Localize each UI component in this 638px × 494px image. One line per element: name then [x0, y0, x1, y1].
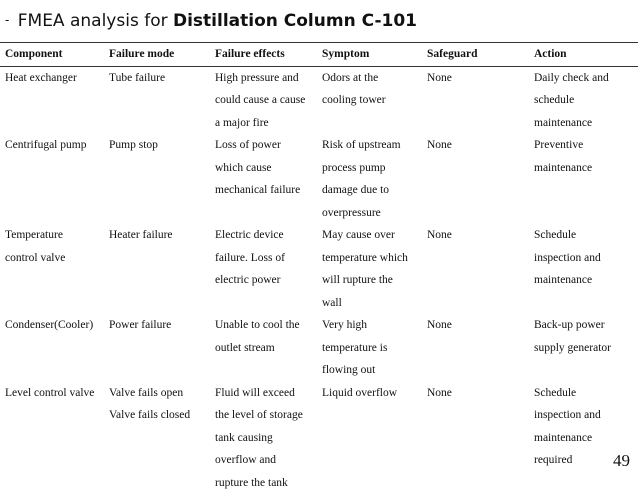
title-dash: - — [5, 13, 9, 27]
cell-failure-mode: Power failure — [104, 314, 210, 382]
cell-safeguard: None — [422, 224, 529, 314]
page-number: 49 — [611, 450, 632, 472]
cell-symptom: Very high temperature is flowing out — [317, 314, 422, 382]
table-row — [0, 134, 638, 224]
cell-failure-mode: Heater failure — [104, 224, 210, 314]
table-row — [0, 382, 638, 494]
cell-component: Condenser(Cooler) — [0, 314, 104, 382]
cell-failure-effects: Unable to cool the outlet stream — [210, 314, 317, 382]
cell-symptom: Liquid overflow — [317, 382, 422, 494]
fmea-table — [0, 42, 638, 494]
header-failure-effects: Failure effects — [210, 43, 317, 67]
cell-symptom: Odors at the cooling tower — [317, 66, 422, 134]
cell-failure-effects: High pressure and could cause a cause a major fire — [210, 66, 317, 134]
cell-action: Preventive maintenance — [529, 134, 638, 224]
cell-failure-effects: Fluid will exceed the level of storage tank causing overflow and rupture the tank — [210, 382, 317, 494]
header-symptom: Symptom — [317, 43, 422, 67]
cell-action: Daily check and schedule maintenance — [529, 66, 638, 134]
cell-component: Centrifugal pump — [0, 134, 104, 224]
cell-component: Level control valve — [0, 382, 104, 494]
header-safeguard: Safeguard — [422, 43, 529, 67]
cell-action: Schedule inspection and maintenance required — [529, 382, 638, 494]
cell-safeguard: None — [422, 314, 529, 382]
table-header-row — [0, 43, 638, 67]
cell-component: Heat exchanger — [0, 66, 104, 134]
slide-title — [5, 6, 417, 35]
cell-component: Temperature control valve — [0, 224, 104, 314]
cell-safeguard: None — [422, 66, 529, 134]
table-row — [0, 66, 638, 134]
cell-safeguard: None — [422, 134, 529, 224]
cell-failure-effects: Loss of power which cause mechanical failure — [210, 134, 317, 224]
table-row — [0, 314, 638, 382]
cell-action: Back-up power supply generator — [529, 314, 638, 382]
title-prefix: FMEA analysis for — [18, 11, 173, 31]
cell-failure-mode: Pump stop — [104, 134, 210, 224]
cell-failure-mode: Tube failure — [104, 66, 210, 134]
cell-failure-effects: Electric device failure. Loss of electric power — [210, 224, 317, 314]
cell-safeguard: None — [422, 382, 529, 494]
cell-action: Schedule inspection and maintenance — [529, 224, 638, 314]
header-action: Action — [529, 43, 638, 67]
header-component: Component — [0, 43, 104, 67]
cell-symptom: Risk of upstream process pump damage due to overpressure — [317, 134, 422, 224]
title-subject: Distillation Column C-101 — [173, 11, 417, 31]
header-failure-mode: Failure mode — [104, 43, 210, 67]
table-row — [0, 224, 638, 314]
cell-failure-mode: Valve fails open Valve fails closed — [104, 382, 210, 494]
cell-symptom: May cause over temperature which will rupture the wall — [317, 224, 422, 314]
